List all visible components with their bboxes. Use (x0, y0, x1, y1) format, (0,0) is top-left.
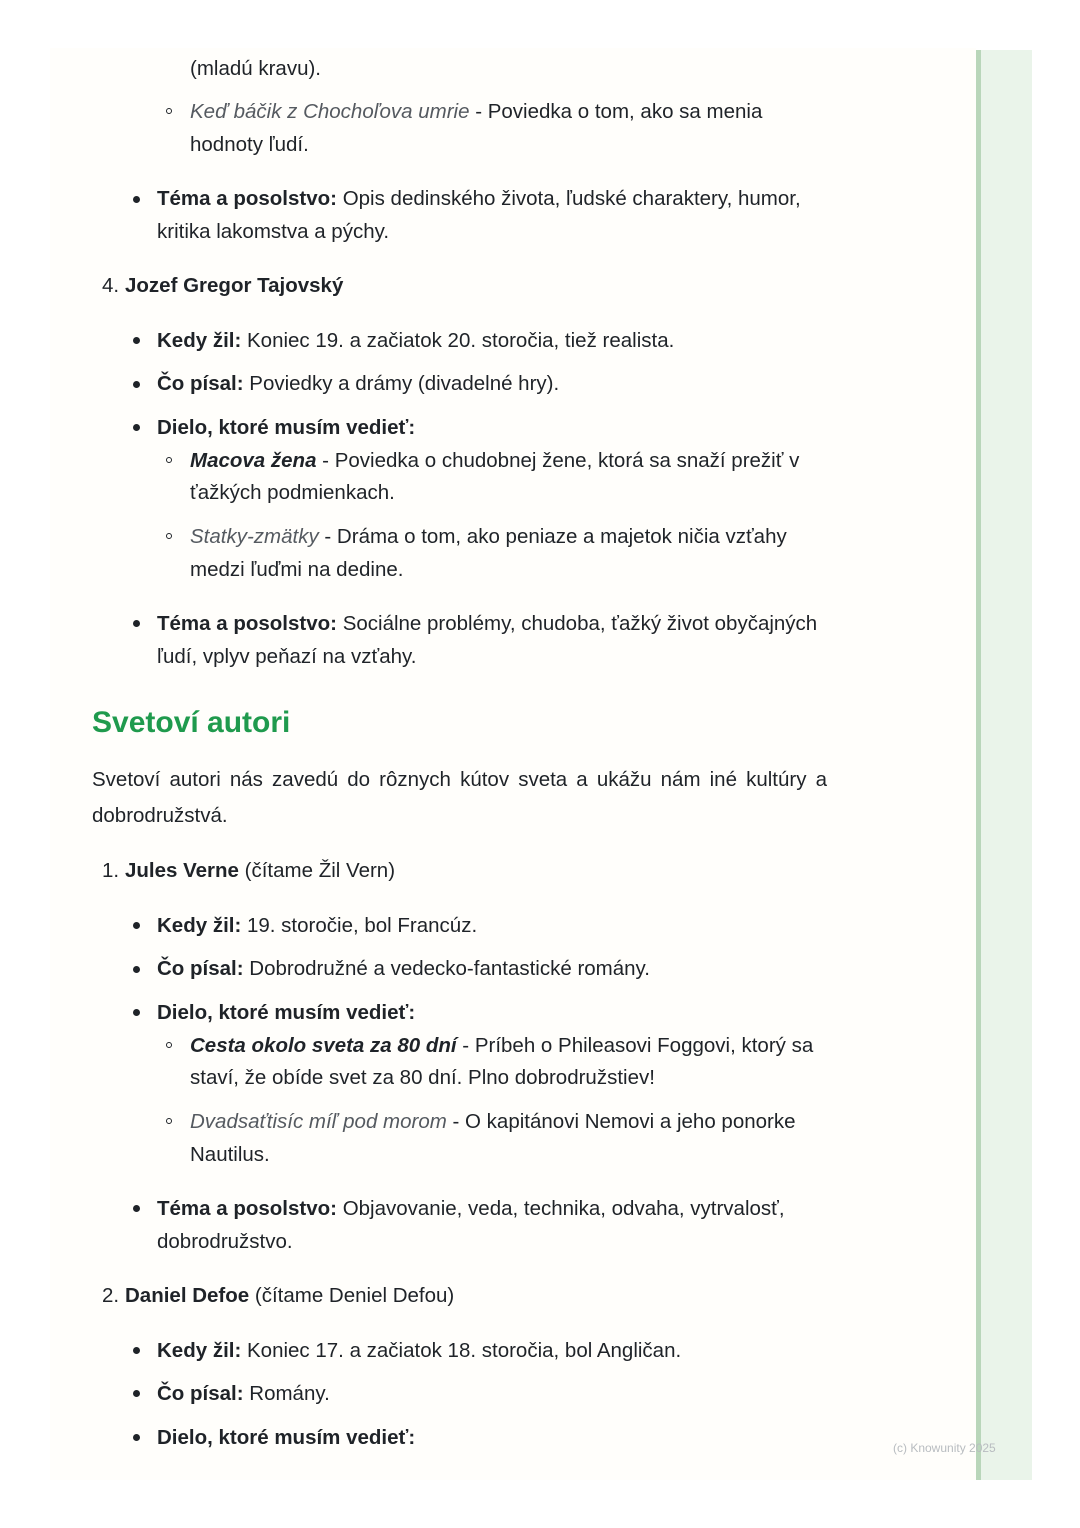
text-line: (mladú kravu). (190, 57, 322, 80)
work-item: Keď báčik z Chochoľova umrie - Poviedka o tom, ako sa menia (190, 100, 763, 123)
section-heading: Svetoví autori (92, 706, 291, 739)
text-line: hodnoty ľudí. (190, 133, 309, 156)
list-item: Čo písal: Dobrodružné a vedecko-fantastické romány. (157, 957, 650, 980)
list-item: Dielo, ktoré musím vedieť: (157, 1426, 416, 1449)
bullet (133, 1205, 140, 1212)
list-item: Čo písal: Romány. (157, 1382, 330, 1405)
bullet (133, 424, 140, 431)
list-item: Dielo, ktoré musím vedieť: (157, 1001, 416, 1024)
author-name: Jules Verne (čítame Žil Vern) (125, 859, 396, 882)
text-line: ľudí, vplyv peňazí na vzťahy. (157, 645, 417, 668)
sidebar-panel (981, 50, 1032, 1480)
author-name: Daniel Defoe (čítame Deniel Defou) (125, 1284, 455, 1307)
list-item: Téma a posolstvo: Sociálne problémy, chudoba, ťažký život obyčajných (157, 612, 818, 635)
text-line: dobrodružstvo. (157, 1230, 293, 1253)
text-line: staví, že obíde svet za 80 dní. Plno dobrodružstiev! (190, 1066, 655, 1089)
bullet (133, 196, 140, 203)
bullet (133, 966, 140, 973)
sub-bullet (166, 533, 172, 539)
work-item: Macova žena - Poviedka o chudobnej žene, ktorá sa snaží prežiť v (190, 449, 800, 472)
list-item: Téma a posolstvo: Objavovanie, veda, technika, odvaha, vytrvalosť, (157, 1197, 785, 1220)
list-number: 2. (102, 1284, 120, 1307)
sub-bullet (166, 1042, 172, 1048)
bullet (133, 620, 140, 627)
bullet (133, 1390, 140, 1397)
paragraph-line: dobrodružstvá. (92, 804, 228, 827)
bullet (133, 1009, 140, 1016)
list-item: Dielo, ktoré musím vedieť: (157, 416, 416, 439)
work-item: Cesta okolo sveta za 80 dní - Príbeh o Phileasovi Foggovi, ktorý sa (190, 1034, 814, 1057)
text-line: kritika lakomstva a pýchy. (157, 220, 390, 243)
text-line: medzi ľuďmi na dedine. (190, 558, 404, 581)
list-item: Téma a posolstvo: Opis dedinského života, ľudské charaktery, humor, (157, 187, 801, 210)
bullet (133, 337, 140, 344)
text-line: ťažkých podmienkach. (190, 481, 395, 504)
sub-bullet (166, 457, 172, 463)
bullet (133, 1434, 140, 1441)
sub-bullet (166, 108, 172, 114)
list-item: Kedy žil: Koniec 17. a začiatok 18. storočia, bol Angličan. (157, 1339, 682, 1362)
list-number: 1. (102, 859, 120, 882)
bullet (133, 381, 140, 388)
text-line: Nautilus. (190, 1143, 270, 1166)
list-item: Kedy žil: 19. storočie, bol Francúz. (157, 914, 478, 937)
work-item: Statky-zmätky - Dráma o tom, ako peniaze a majetok ničia vzťahy (190, 525, 787, 548)
list-item: Kedy žil: Koniec 19. a začiatok 20. storočia, tiež realista. (157, 329, 675, 352)
paragraph-line: Svetoví autori nás zavedú do rôznych kútov sveta a ukážu nám iné kultúry a (92, 768, 827, 791)
bullet (133, 1347, 140, 1354)
document-page (50, 48, 976, 1480)
author-name: Jozef Gregor Tajovský (125, 274, 344, 297)
sub-bullet (166, 1118, 172, 1124)
copyright-watermark: (c) Knowunity 2025 (893, 1441, 996, 1455)
list-number: 4. (102, 274, 120, 297)
list-item: Čo písal: Poviedky a drámy (divadelné hry). (157, 372, 560, 395)
bullet (133, 922, 140, 929)
work-item: Dvadsaťtisíc míľ pod morom - O kapitánovi Nemovi a jeho ponorke (190, 1110, 796, 1133)
